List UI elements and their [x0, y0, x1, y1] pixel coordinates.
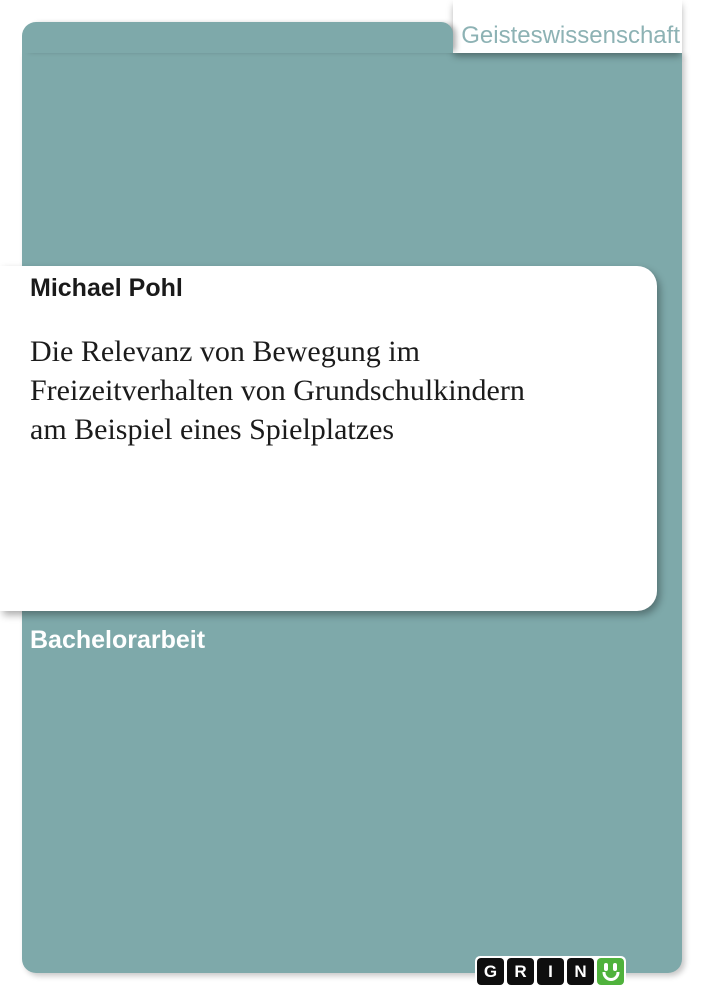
- smiley-icon: [597, 958, 624, 985]
- teal-panel-top-strip: [22, 22, 453, 53]
- logo-letter-i: I: [537, 958, 564, 985]
- thesis-type-label: Bachelorarbeit: [30, 626, 206, 654]
- title-card: [0, 266, 657, 611]
- smiley-left-eye: [604, 963, 608, 971]
- title-line-3: am Beispiel eines Spielplatzes: [30, 413, 395, 446]
- smiley-right-eye: [613, 963, 617, 971]
- category-tab: [453, 0, 682, 53]
- author-name: Michael Pohl: [30, 274, 183, 302]
- title-line-2: Freizeitverhalten von Grundschulkindern: [30, 374, 525, 407]
- logo-letter-n: N: [567, 958, 594, 985]
- book-title: [30, 332, 630, 449]
- smiley-mouth: [602, 972, 619, 981]
- category-label: Geisteswissenschaft: [461, 22, 680, 49]
- logo-letter-r: R: [507, 958, 534, 985]
- logo-letter-g: G: [477, 958, 504, 985]
- title-line-1: Die Relevanz von Bewegung im: [30, 335, 420, 368]
- grin-logo: [475, 956, 626, 987]
